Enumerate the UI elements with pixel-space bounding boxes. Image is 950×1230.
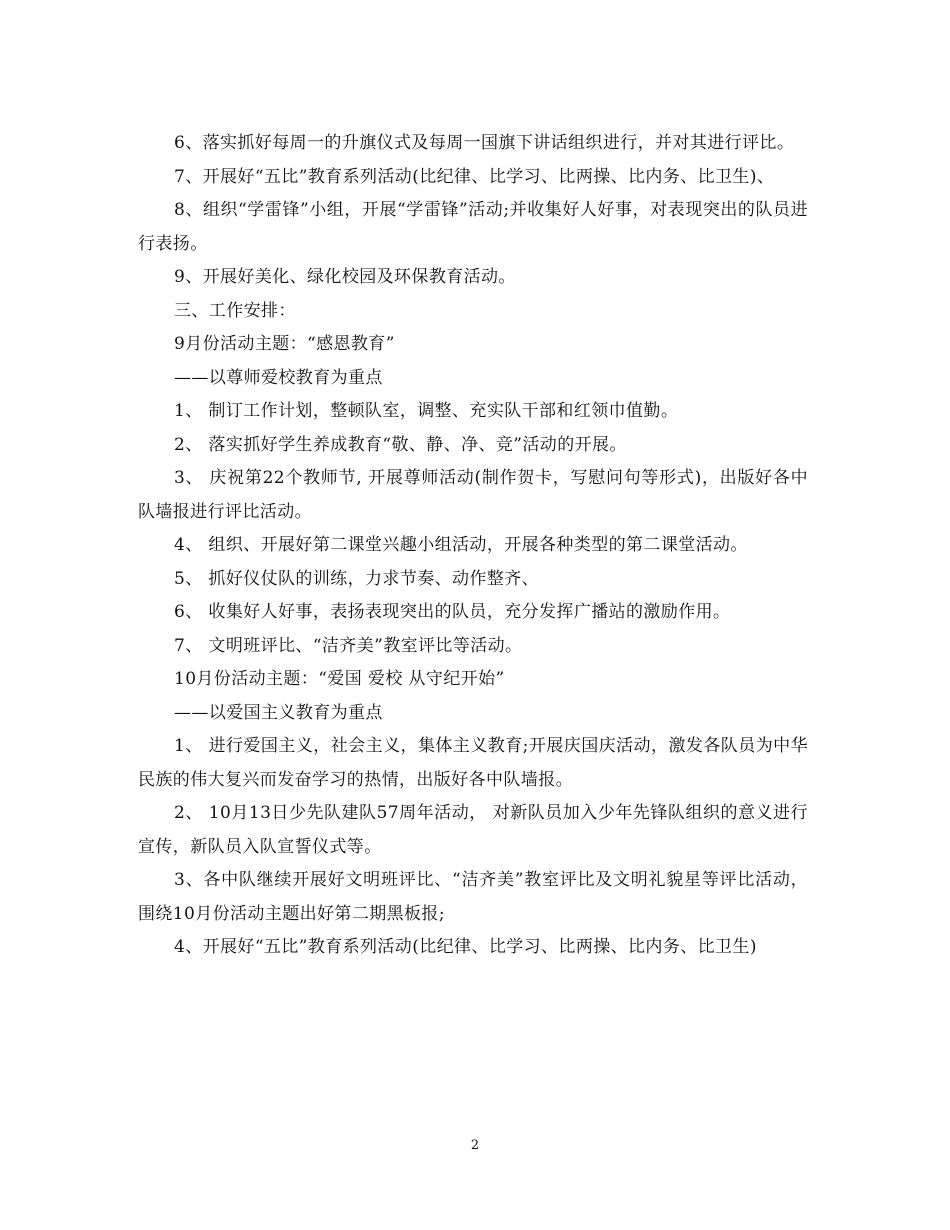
october-item-1: 1、 进行爱国主义，社会主义，集体主义教育;开展庆国庆活动，激发各队员为中华民族的伟大复兴而发奋学习的热情，出版好各中队墙报。: [138, 736, 808, 790]
october-item-4: 4、开展好“五比”教育系列活动(比纪律、比学习、比两操、比内务、比卫生): [174, 937, 757, 957]
september-item-5: 5、 抓好仪仗队的训练，力求节奏、动作整齐、: [174, 568, 540, 589]
september-item-4: 4、 组织、开展好第二课堂兴趣小组活动，开展各种类型的第二课堂活动。: [174, 535, 748, 555]
september-item-2: 2、 落实抓好学生养成教育“敬、静、净、竞”活动的开展。: [174, 434, 627, 455]
page-number: 2: [470, 1138, 480, 1153]
september-item-6: 6、 收集好人好事，表扬表现突出的队员，充分发挥广播站的激励作用。: [174, 602, 731, 622]
october-focus: ——以爱国主义教育为重点: [174, 702, 383, 723]
october-item-2: 2、 10月13日少先队建队57周年活动， 对新队员加入少年先锋队组织的意义进行宣传，新队员入队宣誓仪式等。: [138, 803, 808, 857]
september-item-1: 1、 制订工作计划，整顿队室，调整、充实队干部和红领巾值勤。: [174, 401, 679, 421]
paragraph-item-8-learn-from-leifeng: 8、组织“学雷锋”小组，开展“学雷锋”活动;并收集好人好事，对表现突出的队员进行表扬。: [138, 200, 808, 254]
section-heading-work-arrangement: 三、工作安排：: [174, 300, 296, 321]
paragraph-item-9-campus-greening: 9、开展好美化、绿化校园及环保教育活动。: [174, 267, 516, 287]
september-item-3: 3、 庆祝第22个教师节, 开展尊师活动(制作贺卡，写慰问句等形式)，出版好各中队墙报进行评比活动。: [138, 468, 808, 522]
october-item-3: 3、各中队继续开展好文明班评比、“洁齐美”教室评比及文明礼貌星等评比活动，围绕10月份活动主题出好第二期黑板报;: [138, 870, 808, 924]
september-theme: 9月份活动主题：“感恩教育”: [174, 334, 395, 354]
september-item-7: 7、 文明班评比、“洁齐美”教室评比等活动。: [174, 635, 523, 656]
paragraph-item-6-flag-ceremony: 6、落实抓好每周一的升旗仪式及每周一国旗下讲话组织进行，并对其进行评比。: [174, 133, 795, 153]
october-theme: 10月份活动主题：“爱国 爱校 从守纪开始”: [174, 669, 505, 689]
paragraph-item-7-five-comparisons: 7、开展好“五比”教育系列活动(比纪律、比学习、比两操、比内务、比卫生)、: [174, 166, 775, 187]
document-body: [138, 127, 808, 965]
september-focus: ——以尊师爱校教育为重点: [174, 367, 383, 388]
